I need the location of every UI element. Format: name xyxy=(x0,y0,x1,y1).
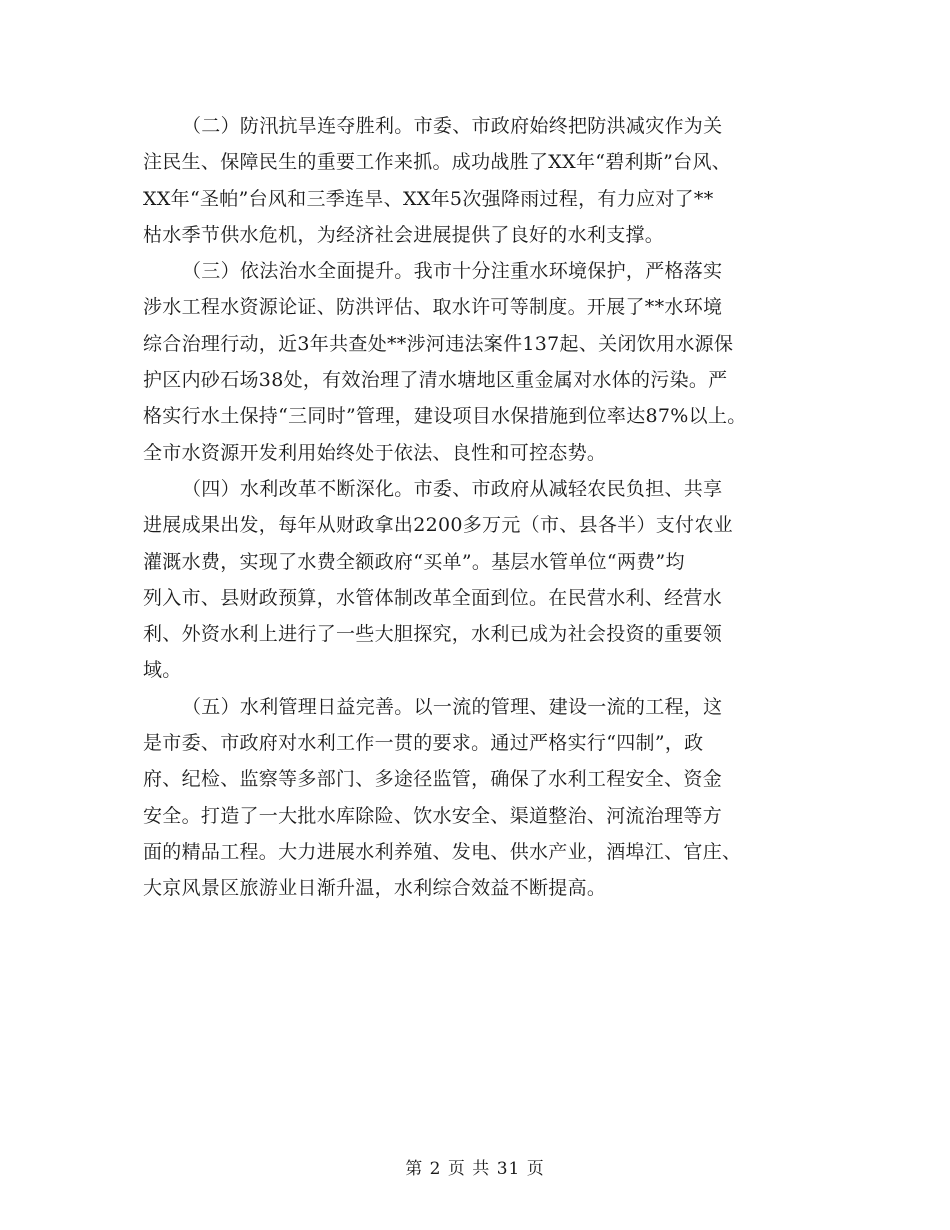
paragraph-line: 面的精品工程。大力进展水利养殖、发电、供水产业，酒埠江、官庄、 xyxy=(143,840,742,863)
paragraph-line: 注民生、保障民生的重要工作来抓。成功战胜了XX年“碧利斯”台风、 xyxy=(143,151,732,174)
paragraph-line: 是市委、市政府对水利工作一贯的要求。通过严格实行“四制”，政 xyxy=(143,732,704,755)
paragraph-flood-control xyxy=(143,108,823,253)
paragraph-law-based-water xyxy=(143,253,823,471)
paragraph-line: XX年“圣帕”台风和三季连旱、XX年5次强降雨过程，有力应对了** xyxy=(143,187,714,210)
paragraph-line: 护区内砂石场38处，有效治理了清水塘地区重金属对水体的污染。严 xyxy=(143,369,728,392)
paragraph-line: 涉水工程水资源论证、防洪评估、取水许可等制度。开展了**水环境 xyxy=(143,296,723,319)
paragraph-line: 安全。打造了一大批水库除险、饮水安全、渠道整治、河流治理等方 xyxy=(143,804,723,827)
paragraph-water-reform xyxy=(143,471,823,689)
paragraph-line: 域。 xyxy=(143,659,182,682)
page-number-footer: 第 2 页 共 31 页 xyxy=(405,1159,545,1179)
paragraph-line: 进展成果出发，每年从财政拿出2200多万元（市、县各半）支付农业 xyxy=(143,514,733,537)
paragraph-line: 利、外资水利上进行了一些大胆探究，水利已成为社会投资的重要领 xyxy=(143,623,723,646)
paragraph-line: 全市水资源开发利用始终处于依法、良性和可控态势。 xyxy=(143,441,607,464)
paragraph-line: （四）水利改革不断深化。市委、市政府从减轻农民负担、共享 xyxy=(182,477,723,500)
paragraph-line: 格实行水土保持“三同时”管理，建设项目水保措施到位率达87%以上。 xyxy=(143,405,747,428)
paragraph-line: 灌溉水费，实现了水费全额政府“买单”。基层水管单位“两费”均 xyxy=(143,550,685,573)
paragraph-line: （五）水利管理日益完善。以一流的管理、建设一流的工程，这 xyxy=(182,695,723,718)
paragraph-line: （二）防汛抗旱连夺胜利。市委、市政府始终把防洪减灾作为关 xyxy=(182,115,723,137)
paragraph-water-management xyxy=(143,689,823,907)
paragraph-line: 府、纪检、监察等多部门、多途径监管，确保了水利工程安全、资金 xyxy=(143,768,723,791)
paragraph-line: 枯水季节供水危机，为经济社会进展提供了良好的水利支撑。 xyxy=(143,223,665,246)
paragraph-line: （三）依法治水全面提升。我市十分注重水环境保护，严格落实 xyxy=(182,260,723,283)
paragraph-line: 综合治理行动，近3年共查处**涉河违法案件137起、关闭饮用水源保 xyxy=(143,332,734,355)
paragraph-line: 大京风景区旅游业日渐升温，水利综合效益不断提高。 xyxy=(143,877,607,900)
paragraph-line: 列入市、县财政预算，水管体制改革全面到位。在民营水利、经营水 xyxy=(143,586,723,609)
document-body xyxy=(143,108,823,907)
